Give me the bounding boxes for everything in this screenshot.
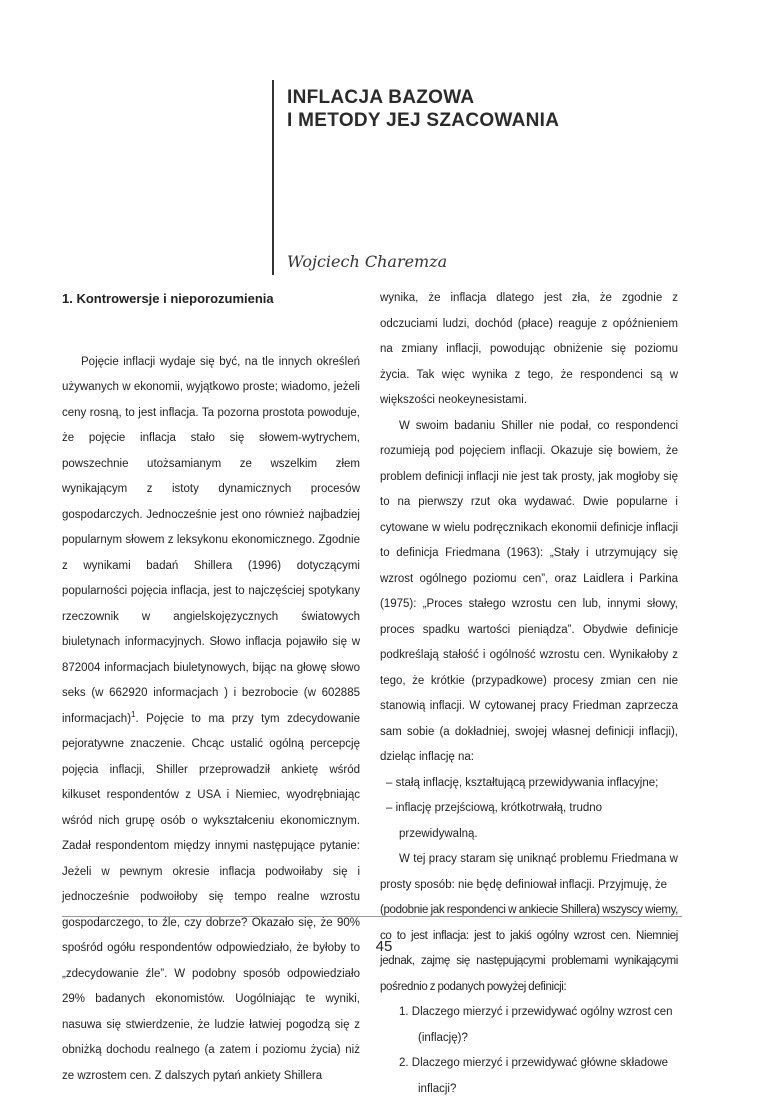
chapter-title-line-1: INFLACJA BAZOWA <box>287 87 475 108</box>
chapter-title-line-2: I METODY JEJ SZACOWANIA <box>287 110 560 131</box>
paragraph-definitions: W swoim badaniu Shiller nie podał, co respondenci rozumieją pod pojęciem inflacji. Okazuje się bowiem, że problem definicji inflacji nie jest tak prosty, jak mogłoby się to na pierwszy rzut oka wydawać. Dwie popularne i cytowane w wielu podręcznikach ekonomii definicje inflacji to definicja Friedmana (1963): „Stały i utrzymujący się wzrost ogólnego poziomu cen”, oraz Laidlera i Parkina (1975): „Proces stałego wzrostu cen lub, innymi słowy, proces spadku wartości pieniądza”. Obydwie definicje podkreślają stałość i ogólność wzrostu cen. Wynikałoby z tego, że krótkie (przypadkowe) procesy zmian cen nie stanowią inflacji. W cytowanej pracy Friedman zaprzecza sam sobie (a dokładniej, swojej własnej definicji inflacji), dzieląc inflację na: <box>380 419 678 763</box>
dash-list-item: – inflację przejściową, krótkotrwałą, trudno przewidywalną. <box>386 802 603 840</box>
paragraph-intro-part-2: . Pojęcie to ma przy tym zdecydowanie pejoratywne znaczenie. Chcąc ustalić ogólną percepcję pojęcia inflacji, Shiller przeprowadził ankietę wśród kilkuset respondentów z USA i Niemiec, wyodrębniając wśród nich grupę osób o wykształceniu ekonomicznym. Zadał respondentom między innymi następujące pytanie: Jeżeli w pewnym okresie inflacja podwoiłaby się i jednocześnie podwoiłoby się tempo realne wzrostu gospodarczego, to źle, czy dobrze? Okazało się, że 90% spośród ogółu respondentów odpowiedziało, że byłoby to „zdecydowanie źle”. W podobny sposób odpowiedziało 29% badanych ekonomistów. Uogólniając te wyniki, nasuwa się stwierdzenie, że ludzie łatwiej pogodzą się z obniżką dochodu realnego (a zatem i poziomu życia) niż ze wzrostem cen. Z dalszych pytań ankiety Shillera <box>62 712 360 1082</box>
footer-rule <box>62 916 682 917</box>
paragraph-continuation: wynika, że inflacja dlatego jest zła, że zgodnie z odczuciami ludzi, dochód (płace) reaguje z opóźnieniem na zmiany inflacji, powodując obniżenie się poziomu życia. Tak więc wynika z tego, że respondenci są w większości neokeynesistami. <box>380 292 678 406</box>
numbered-list-item: 2. Dlaczego mierzyć i przewidywać główne składowe inflacji? <box>399 1057 669 1095</box>
dash-list-item: – stałą inflację, kształtującą przewidywania inflacyjne; <box>386 776 659 789</box>
section-heading: 1. Kontrowersje i nieporozumienia <box>62 291 274 306</box>
footnote-reference[interactable]: 1 <box>131 709 136 719</box>
paragraph-intro <box>62 350 360 1090</box>
numbered-list-item: 1. Dlaczego mierzyć i przewidywać ogólny wzrost cen (inflację)? <box>399 1006 673 1044</box>
page-number: 45 <box>375 938 393 955</box>
right-column <box>380 286 678 1102</box>
author-name: Wojciech Charemza <box>287 252 448 271</box>
left-column <box>62 286 360 1089</box>
chapter-title <box>287 86 647 132</box>
paragraph-approach-part-1: W tej pracy staram się uniknąć problemu Friedmana w prosty sposób: nie będę definiował inflacji. Przyjmuję, że <box>380 853 678 891</box>
title-vertical-rule <box>272 80 274 275</box>
paragraph-approach-part-2: (podobnie jak respondenci w ankiecie Shillera) wszyscy wiemy, co to jest inflacja: jest to jakiś ogólny wzrost cen. Niemniej jednak, zajmę się następującymi problemami wynikającymi pośrednio z podanych powyżej definicji: <box>380 904 678 993</box>
paragraph-intro-part-1: Pojęcie inflacji wydaje się być, na tle innych określeń używanych w ekonomii, wyjątkowo proste; wiadomo, jeżeli ceny rosną, to jest inflacja. Ta pozorna prostota powoduje, że pojęcie inflacja stało się słowem-wytrychem, powszechnie utożsamianym ze wszelkim złem wynikającym z istoty dynamicznych procesów gospodarczych. Jednocześnie jest ono również najbadziej popularnym słowem z leksykonu ekonomicznego. Zgodnie z wynikami badań Shillera (1996) dotyczącymi popularności pojęcia inflacja, jest to najczęściej spotykany rzeczownik w angielskojęzycznych światowych biuletynach informacyjnych. Słowo inflacja pojawiło się w 872004 informacjach biuletynowych, bijąc na głowę słowo seks (w 662920 informacjach ) i bezrobocie (w 602885 informacjach) <box>62 355 360 725</box>
